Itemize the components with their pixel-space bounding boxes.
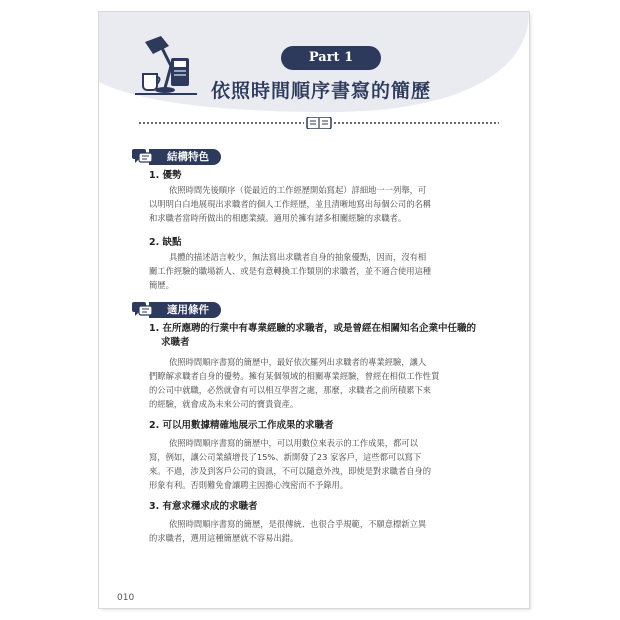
item-heading: 1. 在所應聘的行業中有專業經驗的求職者，或是曾經在相關知名企業中任職的	[149, 323, 477, 334]
paragraph-line: 簡歷。	[149, 280, 174, 290]
section-tag-label: 結構特色	[149, 149, 221, 165]
paragraph-line: 依照時間順序書寫的簡歷，是很傳統、也很合乎規範，不願意標新立異	[169, 519, 427, 529]
paragraph-line: 的求職者，選用這種簡歷就不容易出錯。	[149, 533, 299, 543]
paragraph-line: 具體的描述語言較少，無法寫出求職者自身的抽象優點，因而，沒有相	[169, 252, 427, 262]
paragraph-line: 的經驗，就會成為未來公司的寶貴資產。	[149, 399, 299, 409]
section-tag-structure	[131, 149, 221, 165]
part-badge: Part 1	[281, 46, 381, 70]
item-heading-cont: 求職者	[161, 337, 190, 348]
paragraph-line: 依照時間先後順序（從最近的工作經歷開始寫起）詳細地一一列舉，可	[169, 185, 427, 195]
chat-bubble-icon	[131, 148, 153, 166]
chat-bubble-icon	[131, 301, 153, 319]
page-number: 010	[117, 593, 135, 603]
item-heading: 3. 有意求穩求成的求職者	[149, 501, 258, 512]
paragraph-line: 和求職者當時所做出的相應業績。適用於擁有諸多相關經驗的求職者。	[149, 213, 407, 223]
section-divider	[139, 117, 499, 129]
paragraph-line: 的公司中就職，必然就會有可以相互學習之處，那麼，求職者之前所積累下來	[149, 385, 432, 395]
book-page	[99, 12, 529, 608]
page-title: 依照時間順序書寫的簡歷	[211, 80, 432, 102]
item-heading: 2. 缺點	[149, 237, 182, 248]
paragraph-line: 們瞭解求職者自身的優勢。擁有某個領域的相關專業經驗，曾經在相似工作性質	[149, 371, 440, 381]
paragraph-line: 依照時間順序書寫的簡歷中，最好依次羅列出求職者的專業經驗，讓人	[169, 357, 427, 367]
desk-lamp-icon	[131, 32, 201, 98]
item-heading: 2. 可以用數據精確地展示工作成果的求職者	[149, 420, 334, 431]
section-tag-conditions	[131, 302, 221, 318]
paragraph-line: 來。不過，涉及到客戶公司的資訊，不可以隨意外洩，即使是對求職者自身的	[149, 466, 432, 476]
paragraph-line: 關工作經驗的職場新人、或是有意轉換工作類別的求職者，並不適合使用這種	[149, 266, 432, 276]
section-tag-label: 適用條件	[149, 302, 221, 318]
item-heading: 1. 優勢	[149, 170, 182, 181]
paragraph-line: 形象有利。否則難免會讓聘主因擔心洩密而不予錄用。	[149, 480, 349, 490]
paragraph-line: 依照時間順序書寫的簡歷中，可以用數位來表示的工作成果，都可以	[169, 438, 418, 448]
paragraph-line: 寫，例如，讓公司業績增長了15%、新開發了23 家客戶，這些都可以寫下	[149, 452, 422, 462]
paragraph-line: 以明明白白地展現出求職者的個人工作經歷，並且清晰地寫出每個公司的名稱	[149, 199, 432, 209]
